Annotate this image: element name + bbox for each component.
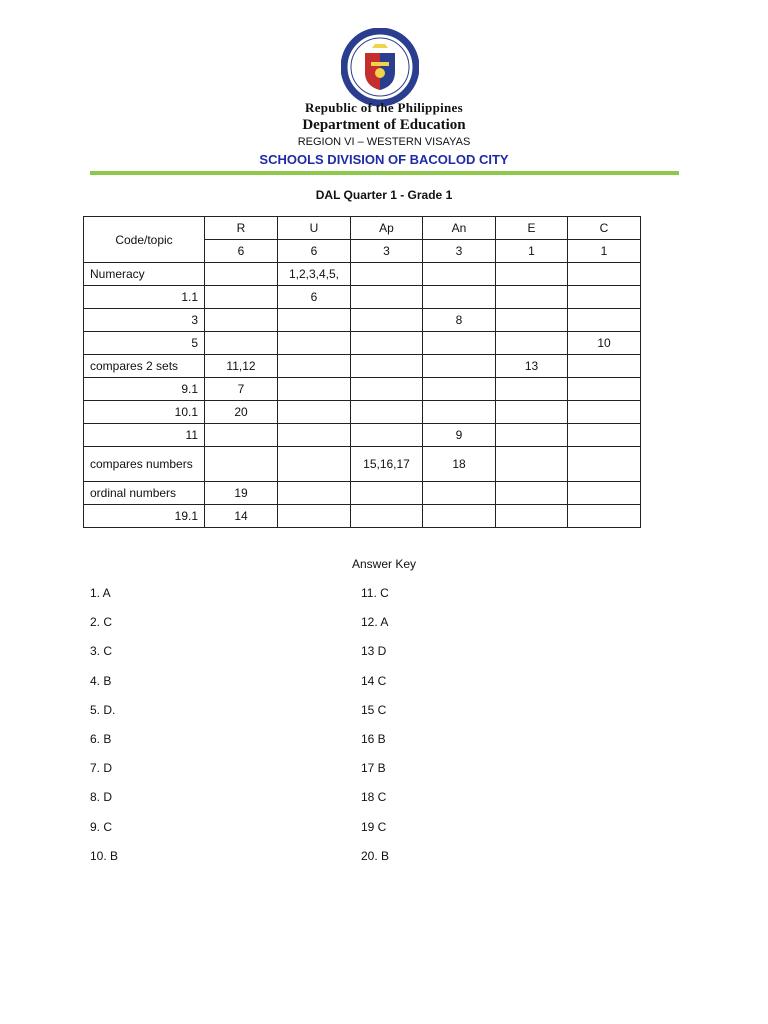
table-cell: [205, 309, 278, 332]
table-cell: [351, 309, 423, 332]
table-cell: [568, 505, 641, 528]
answer-item: 2. C: [90, 615, 113, 630]
answer-item: 17 B: [361, 761, 386, 776]
table-cell: 1,2,3,4,5,: [278, 263, 351, 286]
answer-key-right-column: [361, 585, 389, 877]
table-cell: 9: [423, 424, 496, 447]
table-cell: [496, 263, 568, 286]
column-header: U: [278, 217, 351, 240]
column-header: E: [496, 217, 568, 240]
topic-cell: 11: [84, 424, 205, 447]
table-cell: [568, 263, 641, 286]
answer-item: 9. C: [90, 819, 113, 834]
table-cell: [568, 401, 641, 424]
table-row: [84, 447, 641, 482]
table-cell: [278, 332, 351, 355]
topic-cell: 3: [84, 309, 205, 332]
table-cell: [205, 263, 278, 286]
answer-item: 11. C: [361, 586, 389, 600]
answer-item: 7. D: [90, 761, 113, 776]
table-cell: [496, 447, 568, 482]
column-count: 1: [568, 240, 641, 263]
topic-cell: compares 2 sets: [84, 355, 205, 378]
table-cell: [423, 263, 496, 286]
table-cell: [423, 355, 496, 378]
dal-table: [83, 216, 641, 528]
table-cell: [496, 424, 568, 447]
header-divider: [90, 171, 679, 175]
table-cell: 18: [423, 447, 496, 482]
table-cell: [205, 447, 278, 482]
table-cell: [496, 309, 568, 332]
table-cell: [278, 355, 351, 378]
topic-cell: 19.1: [84, 505, 205, 528]
table-cell: [205, 424, 278, 447]
division-heading: SCHOOLS DIVISION OF BACOLOD CITY: [259, 152, 509, 167]
table-cell: [278, 505, 351, 528]
table-cell: [568, 482, 641, 505]
column-count: 1: [496, 240, 568, 263]
table-cell: [423, 482, 496, 505]
topic-cell: 1.1: [84, 286, 205, 309]
table-cell: [496, 482, 568, 505]
topic-cell: 5: [84, 332, 205, 355]
table-cell: [351, 355, 423, 378]
answer-item: 1. A: [90, 586, 111, 600]
table-cell: [423, 401, 496, 424]
table-cell: [568, 447, 641, 482]
answer-key-left-column: [90, 585, 118, 877]
table-cell: 20: [205, 401, 278, 424]
table-cell: 7: [205, 378, 278, 401]
answer-key-title: Answer Key: [351, 557, 417, 571]
table-cell: 6: [278, 286, 351, 309]
answer-item: 13 D: [361, 644, 387, 659]
document-title: DAL Quarter 1 - Grade 1: [315, 188, 453, 202]
topic-cell: ordinal numbers: [84, 482, 205, 505]
table-cell: [278, 378, 351, 401]
column-header: Ap: [351, 217, 423, 240]
republic-heading: Republic of the Philippines: [305, 100, 463, 115]
topic-cell: compares numbers: [84, 447, 205, 482]
table-cell: [423, 286, 496, 309]
table-cell: [278, 447, 351, 482]
topic-cell: 9.1: [84, 378, 205, 401]
table-cell: [568, 378, 641, 401]
table-cell: [496, 332, 568, 355]
table-row: [84, 286, 641, 309]
answer-item: 18 C: [361, 790, 387, 805]
table-cell: [568, 286, 641, 309]
table-row: [84, 309, 641, 332]
table-cell: 10: [568, 332, 641, 355]
answer-item: 6. B: [90, 731, 112, 746]
column-count: 6: [205, 240, 278, 263]
answer-item: 3. C: [90, 644, 113, 659]
table-cell: 14: [205, 505, 278, 528]
table-cell: 19: [205, 482, 278, 505]
table-row: [84, 482, 641, 505]
answer-item: 15 C: [361, 702, 387, 717]
table-cell: [568, 424, 641, 447]
table-cell: [278, 309, 351, 332]
column-count: 3: [423, 240, 496, 263]
table-cell: [351, 378, 423, 401]
table-row: [84, 378, 641, 401]
table-row: [84, 355, 641, 378]
answer-item: 12. A: [361, 615, 389, 630]
topic-cell: Numeracy: [84, 263, 205, 286]
table-cell: [423, 332, 496, 355]
table-row: [84, 263, 641, 286]
table-cell: 13: [496, 355, 568, 378]
table-cell: [351, 401, 423, 424]
answer-item: 19 C: [361, 819, 387, 834]
table-cell: [496, 505, 568, 528]
answer-item: 14 C: [361, 673, 387, 688]
table-cell: [278, 424, 351, 447]
table-cell: [496, 286, 568, 309]
table-cell: [351, 424, 423, 447]
table-cell: [568, 309, 641, 332]
column-count: 3: [351, 240, 423, 263]
table-row: [84, 401, 641, 424]
table-cell: [496, 401, 568, 424]
code-topic-header: Code/topic: [84, 217, 205, 263]
table-row: [84, 505, 641, 528]
table-cell: [423, 505, 496, 528]
column-header: An: [423, 217, 496, 240]
table-cell: [351, 286, 423, 309]
table-cell: [496, 378, 568, 401]
answer-item: 5. D.: [90, 702, 116, 717]
table-cell: 15,16,17: [351, 447, 423, 482]
table-cell: [205, 286, 278, 309]
table-cell: [351, 482, 423, 505]
table-cell: [205, 332, 278, 355]
answer-item: 10. B: [90, 848, 119, 863]
table-cell: 11,12: [205, 355, 278, 378]
answer-item: 20. B: [361, 848, 390, 863]
table-cell: 8: [423, 309, 496, 332]
table-cell: [278, 401, 351, 424]
table-cell: [351, 505, 423, 528]
region-heading: REGION VI – WESTERN VISAYAS: [297, 136, 471, 148]
table-cell: [351, 263, 423, 286]
answer-item: 4. B: [90, 673, 112, 688]
column-count: 6: [278, 240, 351, 263]
table-cell: [423, 378, 496, 401]
table-cell: [351, 332, 423, 355]
column-header: C: [568, 217, 641, 240]
table-row: [84, 332, 641, 355]
topic-cell: 10.1: [84, 401, 205, 424]
table-header-row: [84, 217, 641, 240]
answer-item: 8. D: [90, 790, 113, 805]
table-row: [84, 424, 641, 447]
department-heading: Department of Education: [302, 117, 466, 133]
table-cell: [278, 482, 351, 505]
deped-seal-logo: [341, 28, 419, 106]
column-header: R: [205, 217, 278, 240]
table-cell: [568, 355, 641, 378]
answer-item: 16 B: [361, 731, 386, 746]
